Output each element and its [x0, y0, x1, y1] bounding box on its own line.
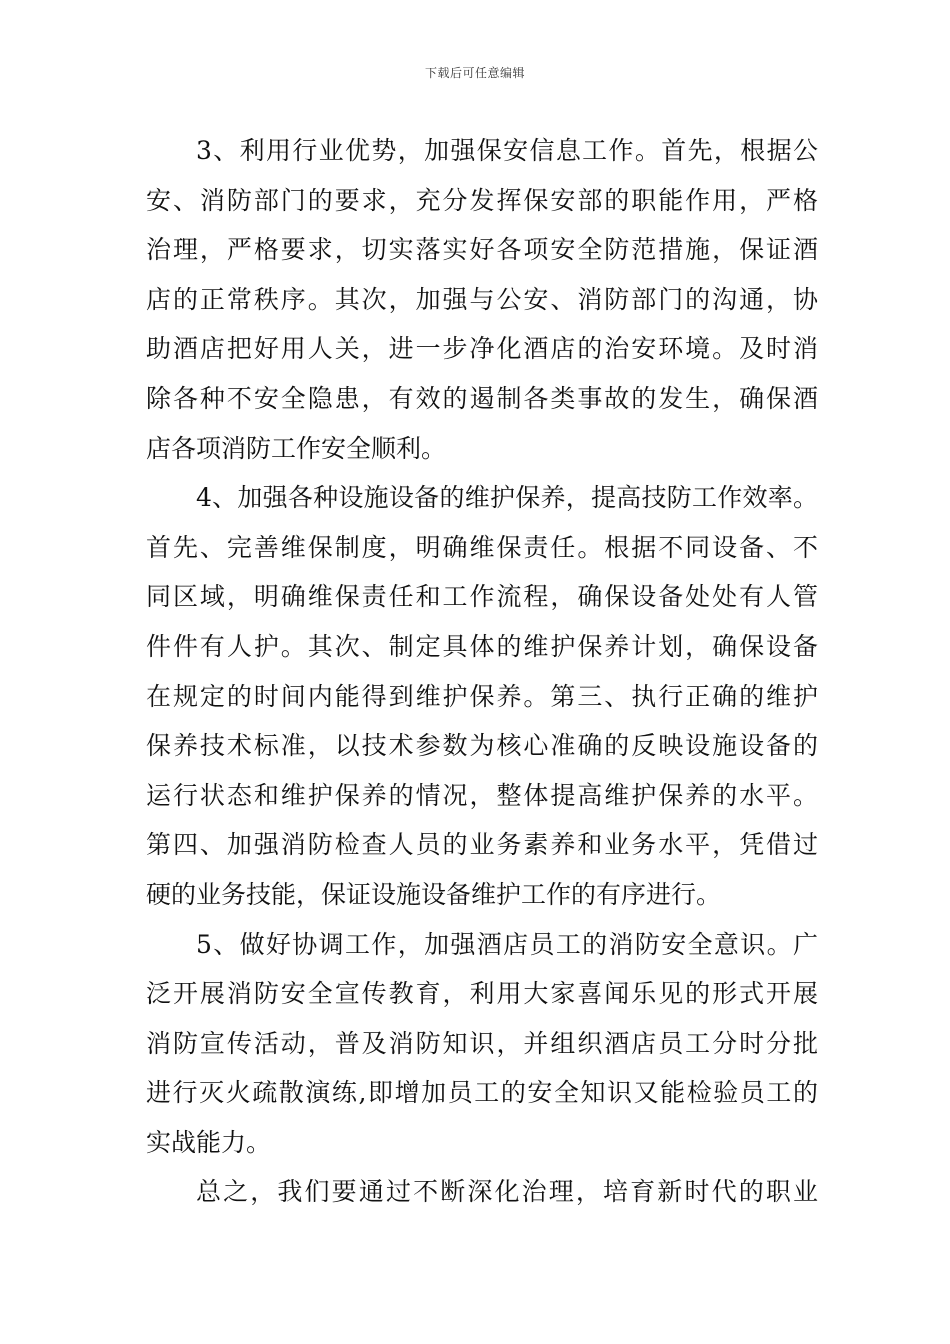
document-body	[146, 126, 818, 1217]
text-line: 实战能力。	[146, 1127, 272, 1157]
text-line: 助酒店把好用人关，进一步净化酒店的治安环境。及时消	[146, 334, 818, 364]
text-line: 除各种不安全隐患，有效的遏制各类事故的发生，确保酒	[146, 383, 818, 413]
text-line: 硬的业务技能，保证设施设备维护工作的有序进行。	[146, 879, 722, 909]
text-line: 安、消防部门的要求，充分发挥保安部的职能作用，严格	[146, 185, 818, 215]
text-line: 店各项消防工作安全顺利。	[146, 433, 447, 463]
text-line: 4、加强各种设施设备的维护保养，提高技防工作效率。	[196, 483, 818, 513]
text-line: 治理，严格要求，切实落实好各项安全防范措施，保证酒	[146, 235, 818, 265]
text-line: 在规定的时间内能得到维护保养。第三、执行正确的维护	[146, 681, 818, 711]
text-line: 泛开展消防安全宣传教育，利用大家喜闻乐见的形式开展	[146, 979, 818, 1009]
text-line: 消防宣传活动，普及消防知识，并组织酒店员工分时分批	[146, 1028, 818, 1058]
text-line: 进行灭火疏散演练,即增加员工的安全知识又能检验员工的	[146, 1078, 818, 1108]
text-line: 5、做好协调工作，加强酒店员工的消防安全意识。广	[196, 929, 818, 959]
text-line: 首先、完善维保制度，明确维保责任。根据不同设备、不	[146, 532, 818, 562]
text-line: 运行状态和维护保养的情况，整体提高维护保养的水平。	[146, 780, 818, 810]
text-line: 同区域，明确维保责任和工作流程，确保设备处处有人管	[146, 582, 818, 612]
text-line: 第四、加强消防检查人员的业务素养和业务水平，凭借过	[146, 830, 818, 860]
text-line: 3、利用行业优势，加强保安信息工作。首先，根据公	[196, 136, 818, 165]
text-line: 件件有人护。其次、制定具体的维护保养计划，确保设备	[146, 631, 818, 661]
page-header-note: 下载后可任意编辑	[424, 66, 525, 80]
text-line: 保养技术标准，以技术参数为核心准确的反映设施设备的	[146, 731, 818, 761]
text-line: 总之，我们要通过不断深化治理，培育新时代的职业	[196, 1177, 818, 1207]
text-line: 店的正常秩序。其次，加强与公安、消防部门的沟通，协	[146, 284, 818, 314]
